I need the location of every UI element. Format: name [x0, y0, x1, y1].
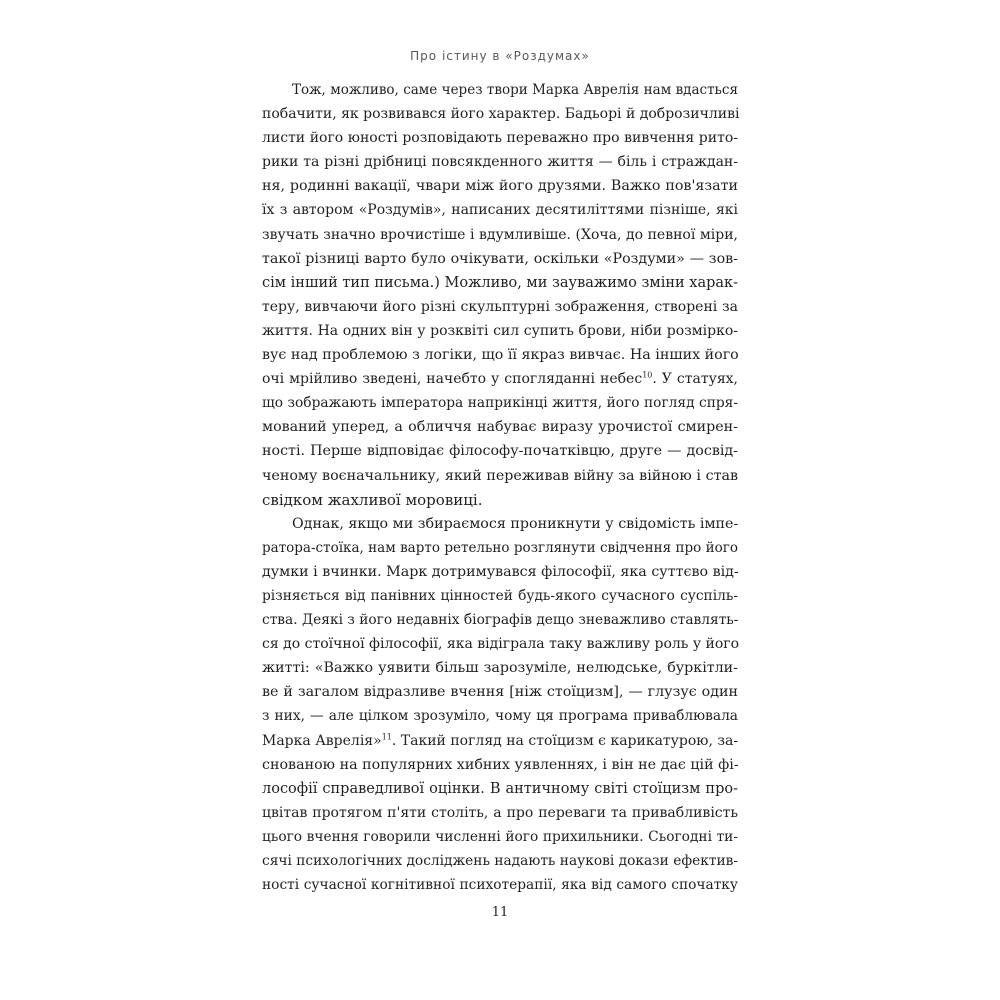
text-line — [262, 295, 738, 319]
text-line — [262, 801, 738, 825]
text-line — [262, 704, 738, 728]
text-line — [262, 78, 738, 102]
line-text: життя. На одних він у розквіті сил супить брови, ніби розмірко- — [262, 322, 738, 339]
line-text: снованою на популярних хибних уявленнях, і він не дає цій фі- — [262, 756, 739, 773]
text-line — [262, 415, 738, 439]
footnote-reference[interactable]: 10 — [642, 370, 653, 380]
line-text: лософії справедливої оцінки. В античному світі стоїцизм про- — [262, 780, 738, 797]
text-line — [262, 271, 738, 295]
line-text: ратора-стоїка, нам варто ретельно розглянути свідчення про його — [262, 539, 738, 556]
text-line — [262, 849, 738, 873]
line-text: звучать значно врочистіше і вдумливіше. (Хоча, до певної міри, — [262, 226, 738, 243]
text-line — [262, 439, 738, 463]
line-text: рики та різні дрібниці повсякденного життя — біль і страждан- — [262, 154, 738, 171]
text-line — [262, 126, 738, 150]
text-line — [262, 174, 738, 198]
line-text: їх з автором «Роздумів», написаних десятиліттями пізніше, які — [262, 202, 738, 219]
text-line — [262, 391, 738, 415]
text-line — [262, 150, 738, 174]
line-text: сячі психологічних досліджень надають наукові докази ефектив- — [262, 853, 738, 869]
line-text: що зображають імператора наприкінці життя, його погляд спря- — [262, 395, 738, 412]
line-text: ня, родинні вакації, чвари між його друзями. Важко пов'язати — [262, 178, 738, 195]
page-number: 11 — [491, 905, 509, 920]
text-line — [262, 536, 738, 560]
text-line — [262, 319, 738, 343]
text-line — [262, 656, 738, 680]
line-text: різняється від панівних цінностей будь-якого сучасного суспіль- — [262, 587, 738, 604]
line-text: сім інший тип письма.) Можливо, ми зауважимо зміни харак- — [262, 274, 738, 291]
paragraph — [262, 512, 738, 898]
text-line — [262, 102, 738, 126]
body-text — [262, 78, 738, 897]
line-text: Марка Аврелія» — [262, 732, 382, 749]
line-text: свідком жахливої моровиці. — [262, 490, 483, 509]
line-text: вує над проблемою з логіки, що її якраз вивчає. На інших його — [262, 347, 739, 364]
running-header: Про істину в «Роздумах» — [410, 49, 590, 63]
footnote-reference[interactable]: 11 — [381, 731, 392, 741]
line-text: з них, — але цілком зрозуміло, чому ця програма приваблювала — [262, 708, 738, 725]
paragraph — [262, 78, 738, 512]
line-text: цвітав протягом п'яти століть, а про переваги та привабливість — [262, 804, 738, 821]
line-text: побачити, як розвивався його характер. Бадьорі й доброзичливі — [262, 106, 740, 123]
line-text-continued: . Такий погляд на стоїцизм є карикатурою, за- — [391, 732, 739, 749]
text-line — [262, 464, 738, 488]
text-line — [262, 608, 738, 632]
text-line — [262, 825, 738, 849]
text-line — [262, 777, 738, 801]
text-line — [262, 560, 738, 584]
line-text: такої різниці варто було очікувати, оскільки «Роздуми» — зов- — [262, 250, 738, 267]
line-text: ся до стоїчної філософії, яка відіграла таку важливу роль у його — [262, 636, 740, 653]
line-text: очі мрійливо зведені, начебто у спогляданні небес — [262, 371, 643, 388]
line-text-continued: . У статуях, — [652, 371, 738, 388]
line-text: ності сучасної когнітивної психотерапії, яка від самого спочатку — [262, 877, 738, 894]
line-text: листи його юності розповідають переважно про вивчення рито- — [262, 130, 738, 147]
line-text: ве й загалом відразливе вчення [ніж стоїцизм], — глузує один — [262, 684, 738, 701]
line-text: цього вчення говорили численні його прихильники. Сьогодні ти- — [262, 828, 738, 845]
line-text: Однак, якщо ми збираємося проникнути у свідомість імпе- — [292, 515, 739, 532]
text-line — [262, 753, 738, 777]
text-line — [262, 584, 738, 608]
text-line — [262, 247, 738, 271]
line-text: ності. Перше відповідає філософу-початківцю, друге — досвід- — [262, 443, 738, 460]
line-text: ченому воєначальнику, який переживав війну за війною і став — [262, 467, 738, 484]
text-line — [262, 223, 738, 247]
text-line — [262, 680, 738, 704]
line-text: Тож, можливо, саме через твори Марка Аврелія нам вдасться — [292, 82, 738, 98]
text-line — [262, 488, 738, 512]
text-line — [262, 632, 738, 656]
text-line — [262, 343, 738, 367]
text-line — [262, 729, 738, 753]
line-text: житті: «Важко уявити більш зарозуміле, нелюдське, буркітли- — [262, 660, 738, 677]
line-text: ства. Деякі з його недавніх біографів дещо зневажливо ставлять- — [262, 612, 739, 629]
text-line — [262, 367, 738, 391]
line-text: думки і вчинки. Марк дотримувався філософії, яка суттєво від- — [262, 563, 739, 580]
line-text: мований уперед, а обличчя набуває виразу урочистої смирен- — [262, 419, 738, 436]
text-line — [262, 873, 738, 897]
text-line — [262, 512, 738, 536]
text-line — [262, 198, 738, 222]
line-text: теру, вивчаючи його різні скульптурні зображення, створені за — [262, 298, 738, 315]
